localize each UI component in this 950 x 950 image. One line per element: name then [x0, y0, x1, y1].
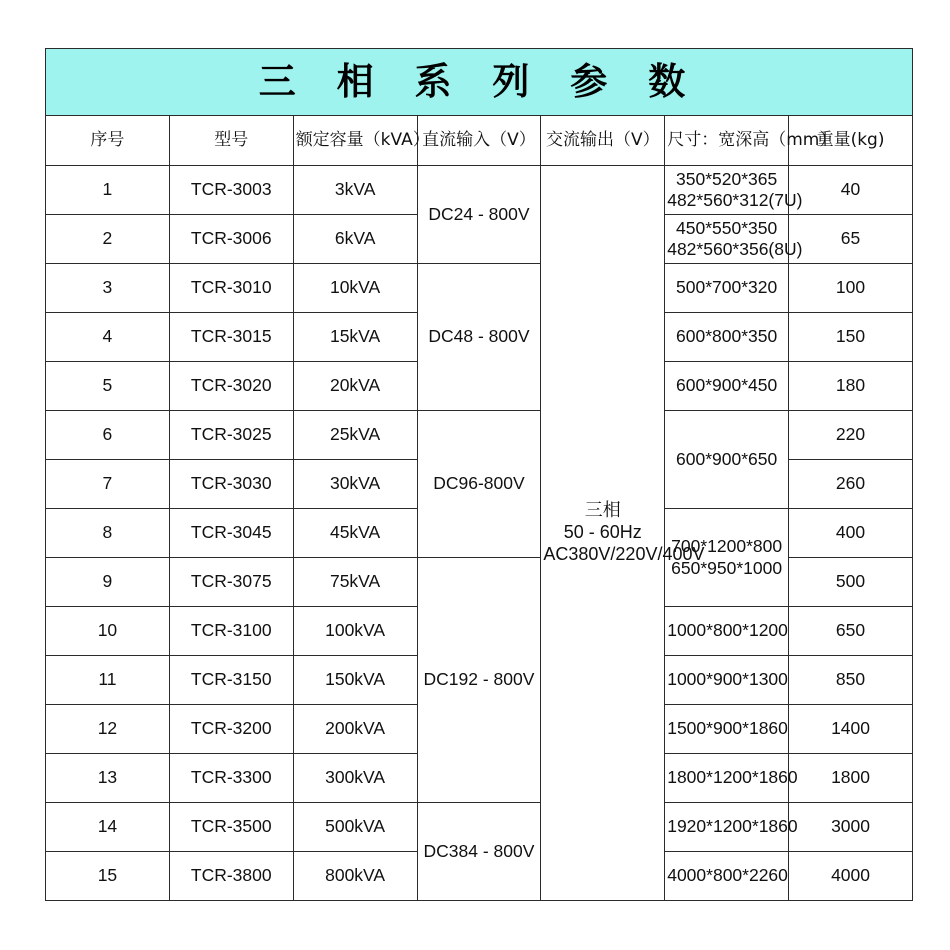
header-ac-output: 交流输出（V）	[541, 116, 665, 166]
cell-ac-output	[541, 166, 705, 901]
dimension-line: 700*1200*800	[671, 536, 783, 557]
dimension-line: 450*550*350	[676, 217, 778, 238]
dimension-line: 482*560*312(7U)	[667, 190, 803, 210]
table-row	[46, 803, 913, 852]
dimension-line: 650*950*1000	[671, 557, 783, 578]
cell-no: 13	[46, 754, 170, 803]
column-header-row	[46, 116, 913, 166]
spec-sheet	[45, 48, 913, 884]
header-dimensions: 尺寸：宽深高（mm）	[665, 116, 789, 166]
cell-dimensions	[665, 754, 798, 803]
cell-dimensions	[665, 362, 789, 411]
dimension-line: 1000*900*1300	[667, 669, 788, 690]
ac-output-line-1: 三相	[584, 500, 621, 521]
dimension-line: 500*700*320	[676, 277, 778, 298]
cell-capacity: 150kVA	[293, 656, 417, 705]
cell-capacity: 100kVA	[293, 607, 417, 656]
cell-capacity: 15kVA	[293, 313, 417, 362]
cell-no: 10	[46, 607, 170, 656]
three-phase-spec-table	[45, 48, 913, 901]
cell-weight: 40	[789, 166, 913, 215]
cell-model: TCR-3003	[169, 166, 293, 215]
cell-model: TCR-3300	[169, 754, 293, 803]
cell-weight: 260	[789, 460, 913, 509]
cell-no: 2	[46, 215, 170, 264]
cell-dimensions	[665, 656, 789, 705]
cell-weight: 850	[789, 656, 913, 705]
cell-model: TCR-3006	[169, 215, 293, 264]
cell-no: 8	[46, 509, 170, 558]
cell-model: TCR-3010	[169, 264, 293, 313]
header-model: 型号	[169, 116, 293, 166]
cell-weight: 65	[789, 215, 913, 264]
cell-capacity: 3kVA	[293, 166, 417, 215]
cell-dc-input: DC24 - 800V	[417, 166, 541, 264]
cell-capacity: 30kVA	[293, 460, 417, 509]
table-row	[46, 264, 913, 313]
header-capacity: 额定容量（kVA）	[293, 116, 417, 166]
cell-model: TCR-3150	[169, 656, 293, 705]
dimension-line: 1000*800*1200	[667, 620, 788, 641]
cell-no: 15	[46, 852, 170, 901]
cell-capacity: 10kVA	[293, 264, 417, 313]
cell-dimensions	[665, 509, 789, 607]
cell-dc-input: DC192 - 800V	[417, 558, 541, 803]
cell-model: TCR-3015	[169, 313, 293, 362]
table-row	[46, 411, 913, 460]
dimension-line: 1800*1200*1860	[667, 767, 798, 788]
cell-no: 7	[46, 460, 170, 509]
ac-output-line-2: 50 - 60Hz	[563, 522, 642, 543]
cell-model: TCR-3030	[169, 460, 293, 509]
header-no: 序号	[46, 116, 170, 166]
cell-weight: 1800	[789, 754, 913, 803]
dimension-line: 600*800*350	[676, 326, 778, 347]
cell-no: 9	[46, 558, 170, 607]
cell-weight: 500	[789, 558, 913, 607]
cell-weight: 100	[789, 264, 913, 313]
cell-no: 14	[46, 803, 170, 852]
cell-no: 11	[46, 656, 170, 705]
dimension-line: 4000*800*2260	[667, 865, 788, 886]
cell-capacity: 20kVA	[293, 362, 417, 411]
dimension-line: 1500*900*1860	[667, 718, 788, 739]
cell-dimensions	[665, 803, 798, 852]
ac-output-line-3: AC380V/220V/400V	[543, 543, 705, 564]
dimension-line: 350*520*365	[676, 168, 778, 189]
dimension-line: 1920*1200*1860	[667, 816, 798, 837]
dimension-line: 482*560*356(8U)	[667, 239, 803, 259]
cell-weight: 180	[789, 362, 913, 411]
cell-weight: 400	[789, 509, 913, 558]
cell-model: TCR-3020	[169, 362, 293, 411]
cell-no: 6	[46, 411, 170, 460]
cell-weight: 650	[789, 607, 913, 656]
cell-capacity: 500kVA	[293, 803, 417, 852]
cell-dimensions	[665, 313, 789, 362]
header-weight: 重量(kg)	[789, 116, 913, 166]
dimension-line: 600*900*450	[676, 375, 778, 396]
cell-dc-input: DC48 - 800V	[417, 264, 541, 411]
cell-capacity: 25kVA	[293, 411, 417, 460]
cell-weight: 3000	[789, 803, 913, 852]
cell-dimensions	[665, 705, 789, 754]
cell-model: TCR-3075	[169, 558, 293, 607]
title-row	[46, 49, 913, 116]
cell-model: TCR-3200	[169, 705, 293, 754]
cell-no: 5	[46, 362, 170, 411]
cell-weight: 220	[789, 411, 913, 460]
cell-dimensions	[665, 852, 789, 901]
cell-capacity: 200kVA	[293, 705, 417, 754]
cell-no: 12	[46, 705, 170, 754]
cell-dc-input: DC384 - 800V	[417, 803, 541, 901]
table-row	[46, 166, 913, 215]
cell-no: 3	[46, 264, 170, 313]
cell-model: TCR-3100	[169, 607, 293, 656]
cell-weight: 150	[789, 313, 913, 362]
cell-capacity: 300kVA	[293, 754, 417, 803]
table-body	[46, 49, 913, 901]
cell-weight: 4000	[789, 852, 913, 901]
dimension-line: 600*900*650	[676, 448, 778, 469]
cell-weight: 1400	[789, 705, 913, 754]
cell-no: 4	[46, 313, 170, 362]
cell-dimensions	[665, 607, 789, 656]
table-title-cell	[46, 49, 913, 116]
cell-capacity: 45kVA	[293, 509, 417, 558]
cell-dimensions	[665, 166, 803, 215]
cell-model: TCR-3025	[169, 411, 293, 460]
page-title: 三 相 系 列 参 数	[258, 60, 700, 104]
header-dc-input: 直流输入（V）	[417, 116, 541, 166]
cell-dimensions	[665, 411, 789, 509]
cell-model: TCR-3500	[169, 803, 293, 852]
cell-dc-input: DC96-800V	[417, 411, 541, 558]
cell-no: 1	[46, 166, 170, 215]
cell-dimensions	[665, 264, 789, 313]
cell-capacity: 800kVA	[293, 852, 417, 901]
cell-model: TCR-3800	[169, 852, 293, 901]
cell-dimensions	[665, 215, 803, 264]
cell-capacity: 6kVA	[293, 215, 417, 264]
cell-capacity: 75kVA	[293, 558, 417, 607]
cell-model: TCR-3045	[169, 509, 293, 558]
